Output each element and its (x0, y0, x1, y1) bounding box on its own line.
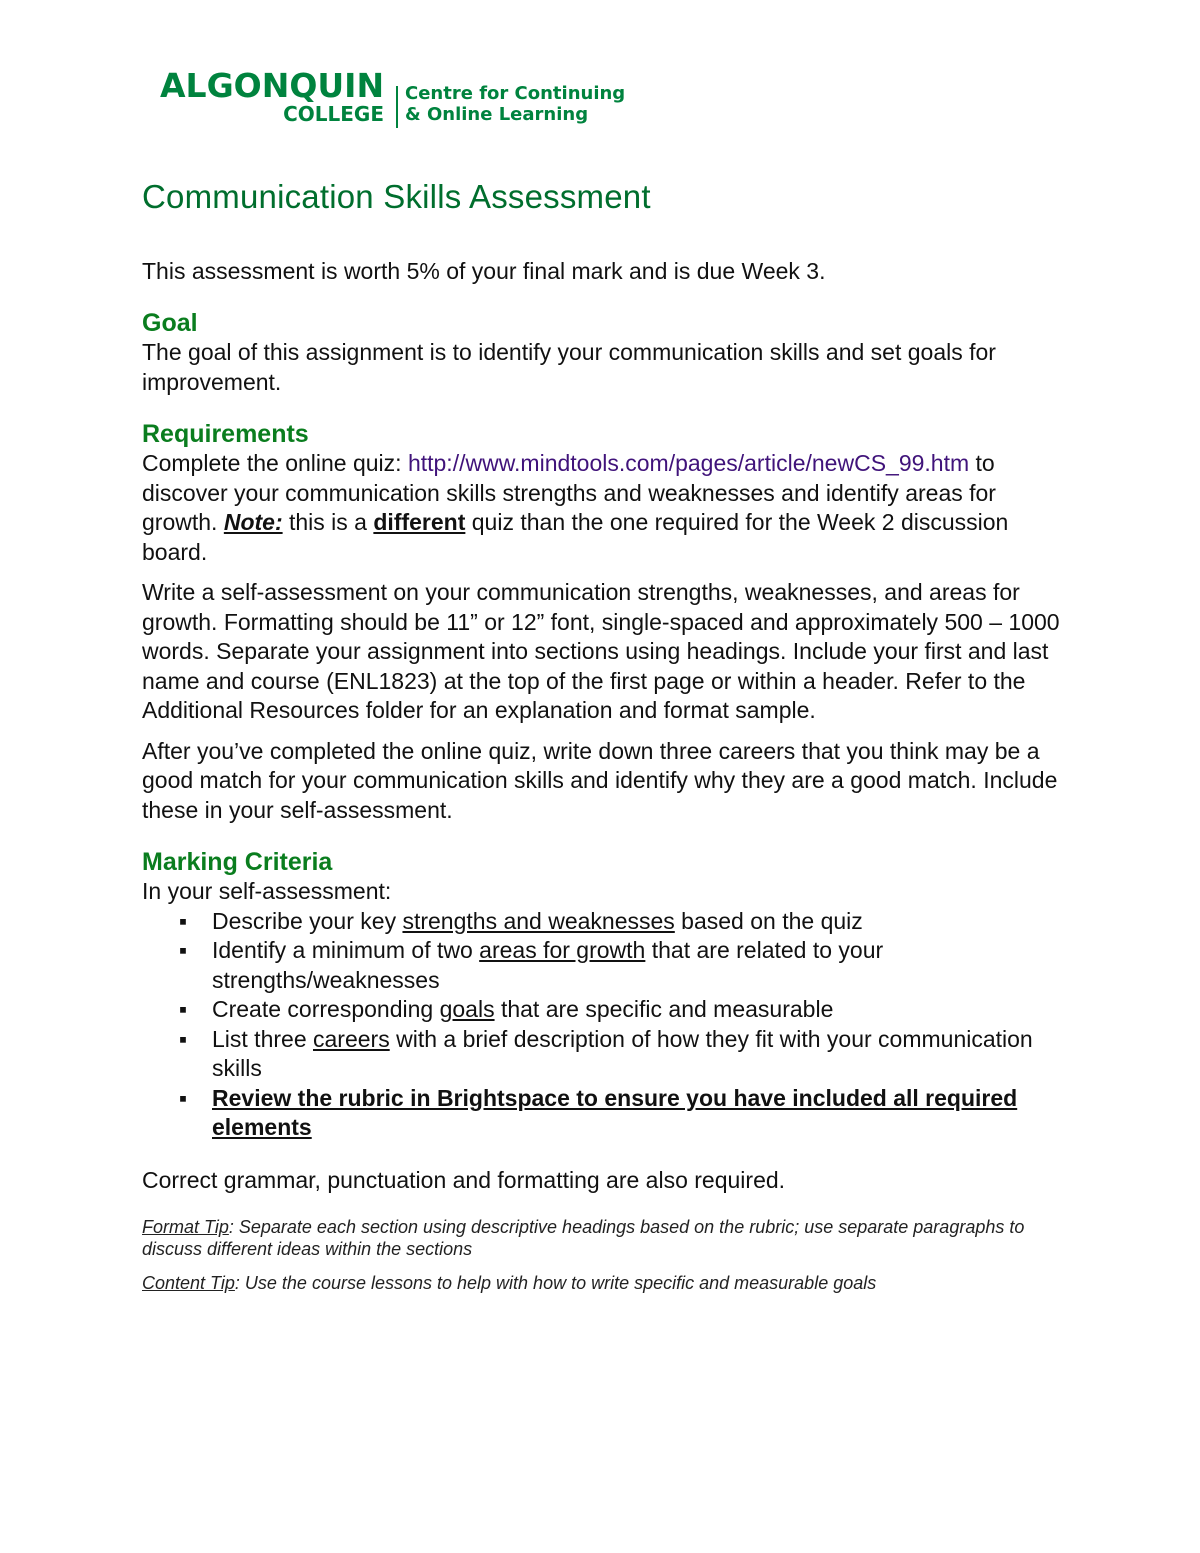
note-label: Note: (223, 509, 283, 535)
marking-heading: Marking Criteria (142, 848, 333, 876)
list-item (178, 1025, 1072, 1084)
quiz-purpose: to discover your communication skills strengths and weaknesses and identify areas for growth. (142, 450, 996, 535)
content-tip (142, 1272, 1072, 1294)
note-text: this is a (282, 509, 374, 535)
criteria-text: that are related to your strengths/weaknesses (212, 937, 884, 993)
format-tip (142, 1216, 1072, 1260)
logo-name-bottom: COLLEGE (283, 102, 384, 126)
rubric-reminder: Review the rubric in Brightspace to ensure you have included all required elements (212, 1084, 1018, 1140)
requirements-paragraph-1 (142, 449, 1072, 567)
list-item (178, 936, 1072, 995)
format-tip-text: : Separate each section using descriptive headings based on the rubric; use separate paragraphs to discuss different ideas within the sections (142, 1216, 1025, 1259)
requirements-paragraph-2: Write a self-assessment on your communication strengths, weaknesses, and areas for growth. Formatting should be 11” or 12” font, single-spaced and approximately 500 – 1000 words. Separate your assignment into sections using headings. Include your first and last name and course (ENL1823) at the top of the first page or within a header. Refer to the Additional Resources folder for an explanation and format sample. (142, 579, 1060, 723)
document-body (142, 176, 1072, 1294)
bullet-icon: ▪ (178, 1084, 188, 1111)
requirements-heading: Requirements (142, 420, 309, 448)
criteria-text: Create corresponding (212, 996, 440, 1022)
criteria-text: Describe your key (212, 907, 403, 934)
format-tip-label: Format Tip (142, 1216, 229, 1237)
criteria-text: Identify a minimum of two (212, 937, 480, 963)
criteria-text: List three (212, 1025, 313, 1052)
note-end: quiz than the one required for the Week 2 discussion board. (142, 509, 1009, 565)
criteria-emphasis: strengths and weaknesses (402, 907, 675, 934)
criteria-emphasis: careers (313, 1025, 390, 1052)
content-tip-label: Content Tip (142, 1272, 235, 1293)
bullet-icon: ▪ (178, 996, 188, 1022)
content-tip-text: : Use the course lessons to help with how to write specific and measurable goals (234, 1272, 877, 1293)
logo-name-top: ALGONQUIN (160, 66, 385, 105)
criteria-emphasis: areas for growth (479, 937, 646, 963)
bullet-icon: ▪ (178, 937, 188, 963)
logo-subtitle (405, 83, 625, 125)
criteria-list (142, 907, 1072, 1143)
criteria-text: that are specific and measurable (494, 996, 834, 1022)
closing-text: Correct grammar, punctuation and formatting are also required. (142, 1166, 786, 1193)
list-item (178, 1084, 1072, 1143)
college-logo (158, 66, 628, 130)
criteria-emphasis: goals (439, 996, 495, 1022)
criteria-text: with a brief description of how they fit with your communication skills (212, 1025, 1033, 1081)
requirements-paragraph-3: After you’ve completed the online quiz, write down three careers that you think may be a good match for your communication skills and identify why they are a good match. Include these in your self-assessment. (142, 737, 1058, 823)
goal-text: The goal of this assignment is to identify your communication skills and set goals for improvement. (142, 339, 996, 395)
quiz-link[interactable]: http://www.mindtools.com/pages/article/newCS_99.htm (407, 450, 970, 476)
logo-subtitle-line2: & Online Learning (405, 104, 589, 125)
page-title: Communication Skills Assessment (142, 178, 651, 215)
intro-text: This assessment is worth 5% of your final mark and is due Week 3. (142, 258, 826, 284)
bullet-icon: ▪ (178, 1025, 188, 1052)
list-item (178, 995, 1072, 1025)
logo-divider (396, 86, 398, 128)
goal-heading: Goal (142, 309, 198, 337)
list-item (178, 907, 1072, 937)
note-emphasis: different (373, 509, 466, 535)
logo-wordmark (158, 66, 386, 130)
marking-intro: In your self-assessment: (142, 878, 392, 904)
bullet-icon: ▪ (178, 907, 188, 934)
quiz-instruction: Complete the online quiz: (142, 450, 408, 476)
logo-subtitle-line1: Centre for Continuing (405, 83, 626, 104)
criteria-text: based on the quiz (674, 907, 863, 934)
